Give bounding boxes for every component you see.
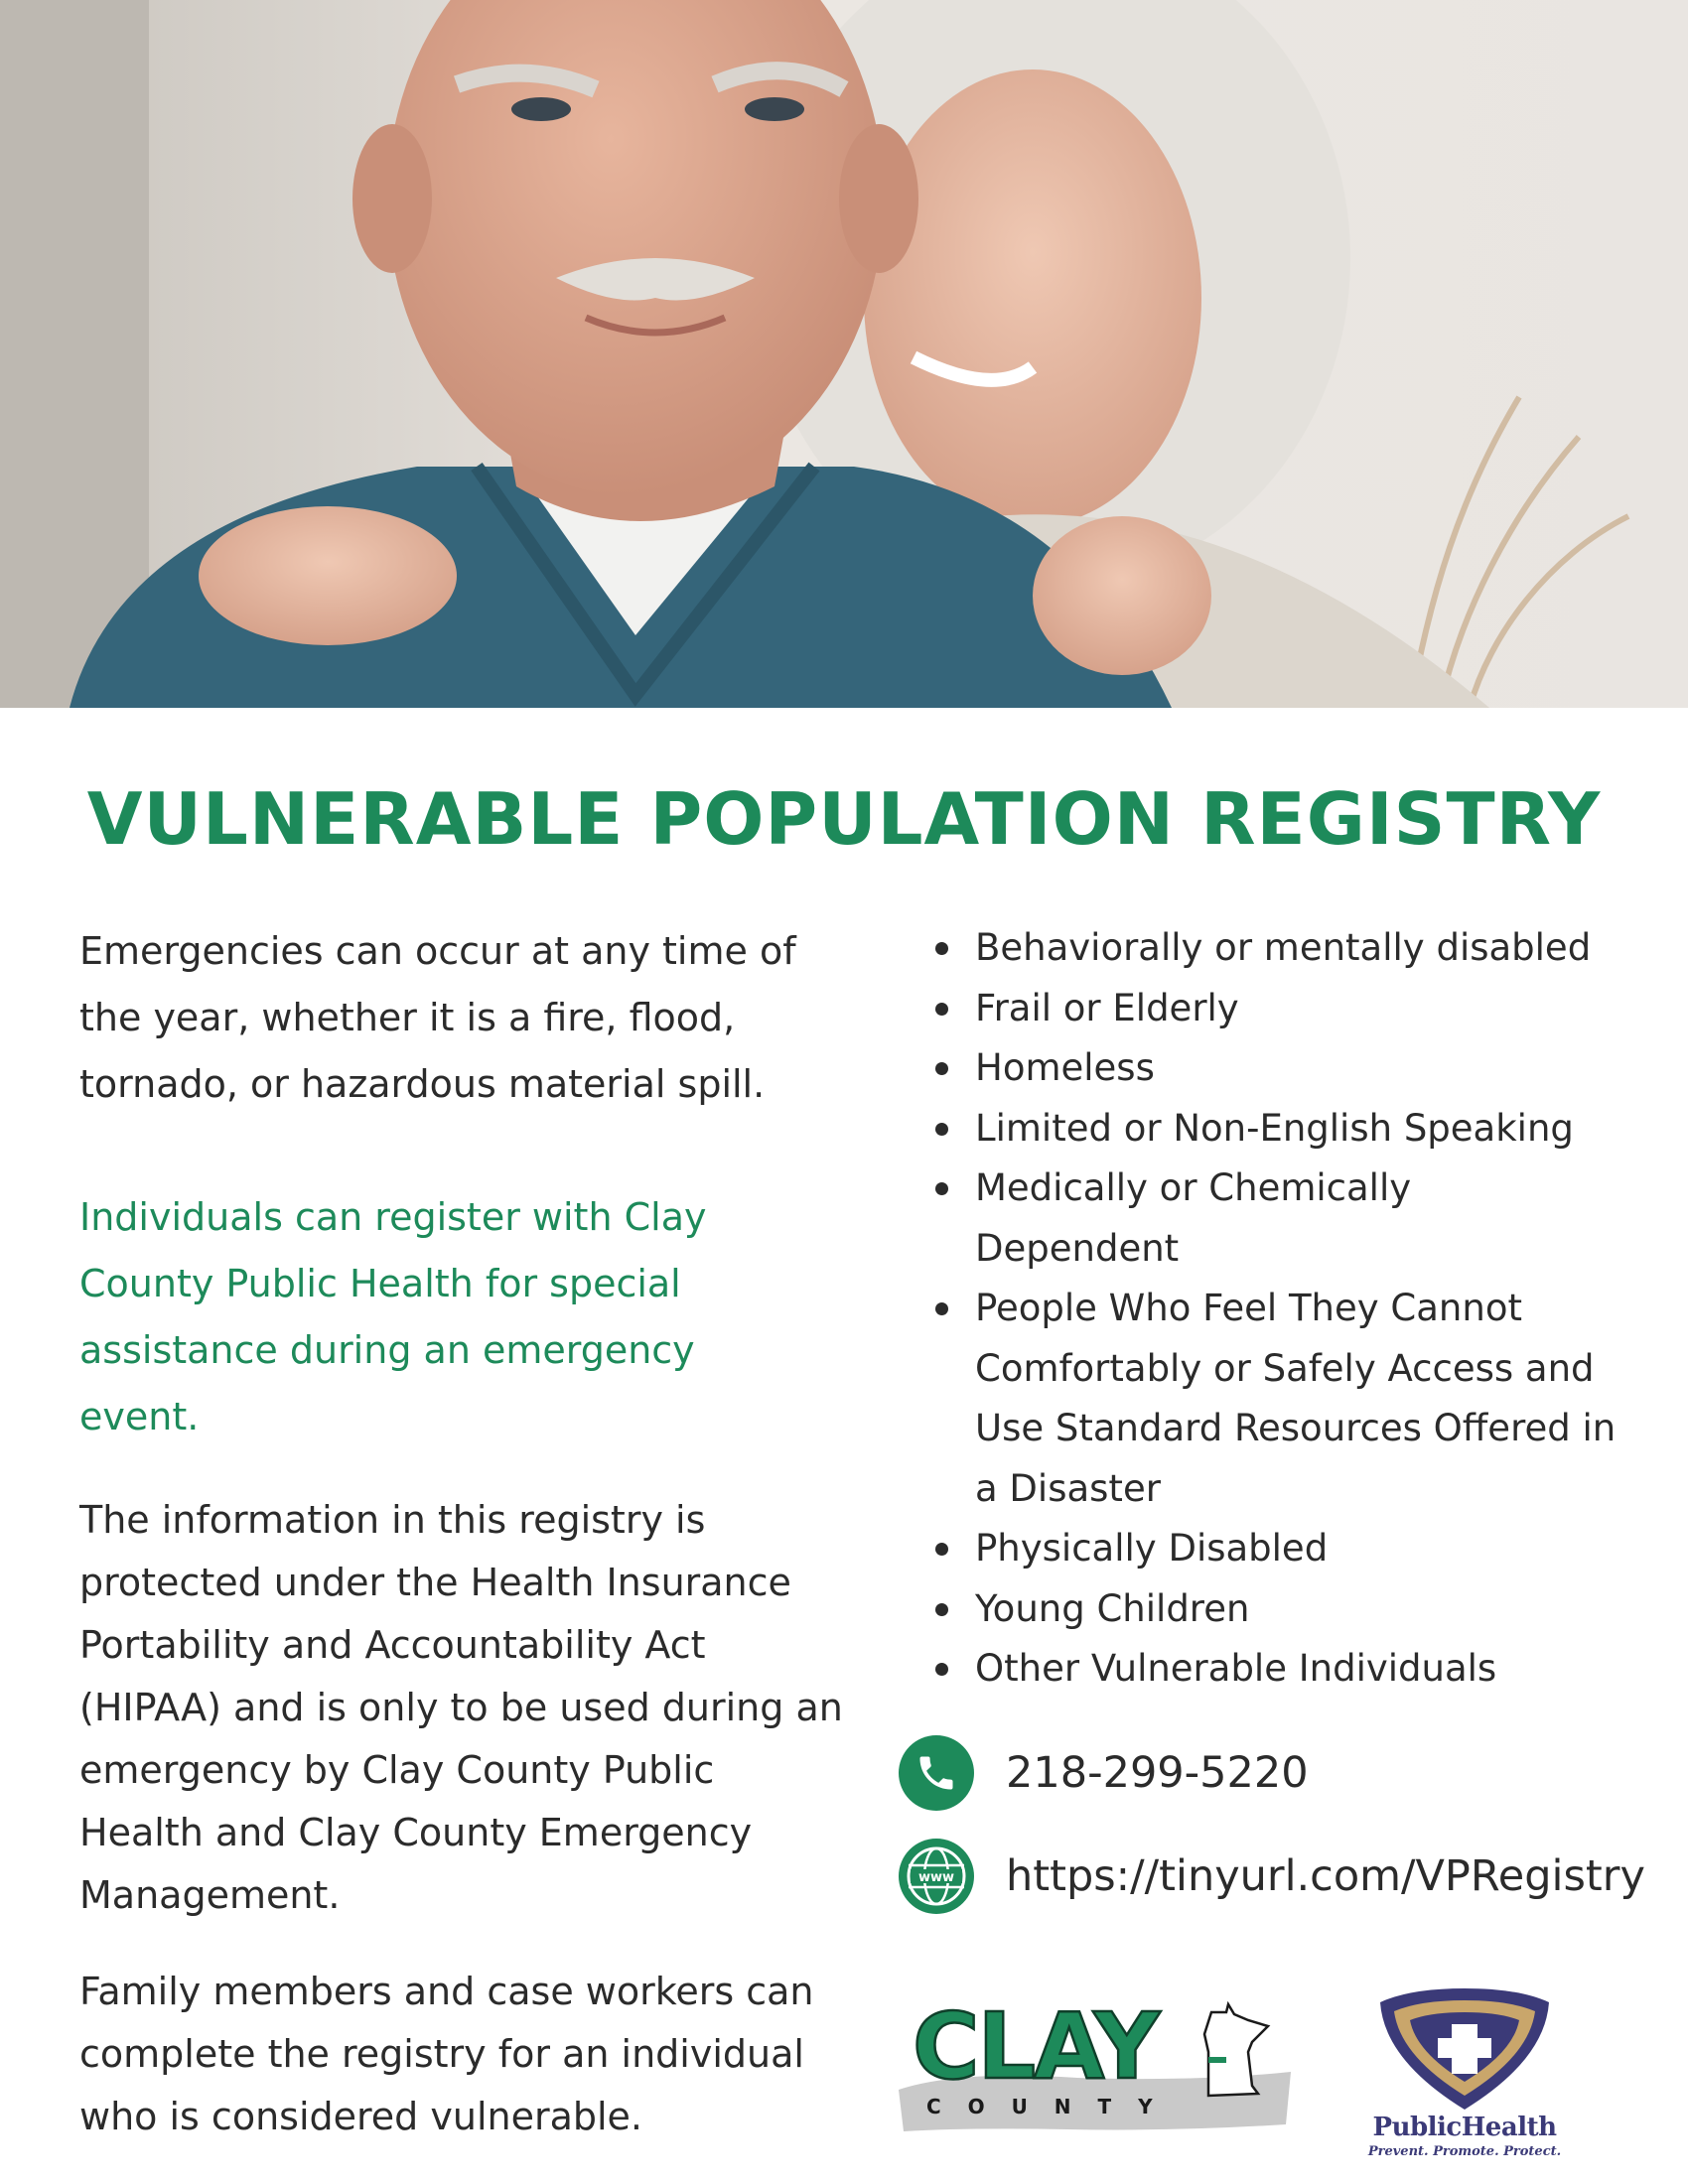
bullet-icon [935, 1663, 948, 1676]
vulnerable-categories-list [933, 918, 1648, 1700]
public-health-wordmark: PublicHealth [1372, 2113, 1557, 2142]
register-paragraph: Individuals can register with Clay County Public Health for special assistance during an emergency event. [79, 1195, 707, 1438]
bullet-icon [935, 1302, 948, 1315]
list-item: Homeless [933, 1038, 1648, 1099]
hero-photo [0, 0, 1688, 708]
list-item: Limited or Non-English Speaking [933, 1099, 1648, 1160]
phone-icon [899, 1735, 974, 1811]
privacy-paragraph: The information in this registry is protected under the Health Insurance Portability and Accountability Act (HIPAA) and is only to be used during an emergency by Clay County Public Health and Clay County Emergency Management. [79, 1498, 843, 1917]
bullet-icon [935, 1003, 948, 1016]
clay-county-logo [899, 1990, 1296, 2139]
page-title: VULNERABLE POPULATION REGISTRY [86, 777, 1602, 861]
phone-contact[interactable] [899, 1735, 1309, 1811]
list-item: Medically or Chemically Dependent [933, 1159, 1648, 1279]
bullet-icon [935, 1543, 948, 1556]
svg-text:www: www [917, 1870, 955, 1885]
website-link[interactable]: https://tinyurl.com/VPRegistry [1006, 1851, 1645, 1901]
list-item: Other Vulnerable Individuals [933, 1639, 1648, 1700]
list-item: Young Children [933, 1579, 1648, 1640]
svg-text:CLAY: CLAY [913, 1993, 1159, 2100]
svg-text:C O U N T Y: C O U N T Y [926, 2095, 1163, 2118]
hero-photo-illustration [0, 0, 1688, 708]
bullet-icon [935, 1062, 948, 1075]
bullet-icon [935, 942, 948, 955]
website-contact[interactable] [899, 1839, 1645, 1914]
bullet-icon [935, 1123, 948, 1136]
list-item: Frail or Elderly [933, 979, 1648, 1039]
bullet-icon [935, 1603, 948, 1616]
family-paragraph: Family members and case workers can complete the registry for an individual who is considered vulnerable. [79, 1970, 814, 2138]
list-item: Physically Disabled [933, 1519, 1648, 1579]
phone-number[interactable]: 218-299-5220 [1006, 1748, 1309, 1798]
public-health-tagline: Prevent. Promote. Protect. [1367, 2144, 1562, 2159]
list-item: People Who Feel They Cannot Comfortably or Safely Access and Use Standard Resources Offered in a Disaster [933, 1279, 1648, 1519]
bullet-icon [935, 1182, 948, 1195]
globe-www-icon [899, 1839, 974, 1914]
intro-paragraph: Emergencies can occur at any time of the year, whether it is a fire, flood, tornado, or hazardous material spill. [79, 929, 796, 1106]
list-item: Behaviorally or mentally disabled [933, 918, 1648, 979]
